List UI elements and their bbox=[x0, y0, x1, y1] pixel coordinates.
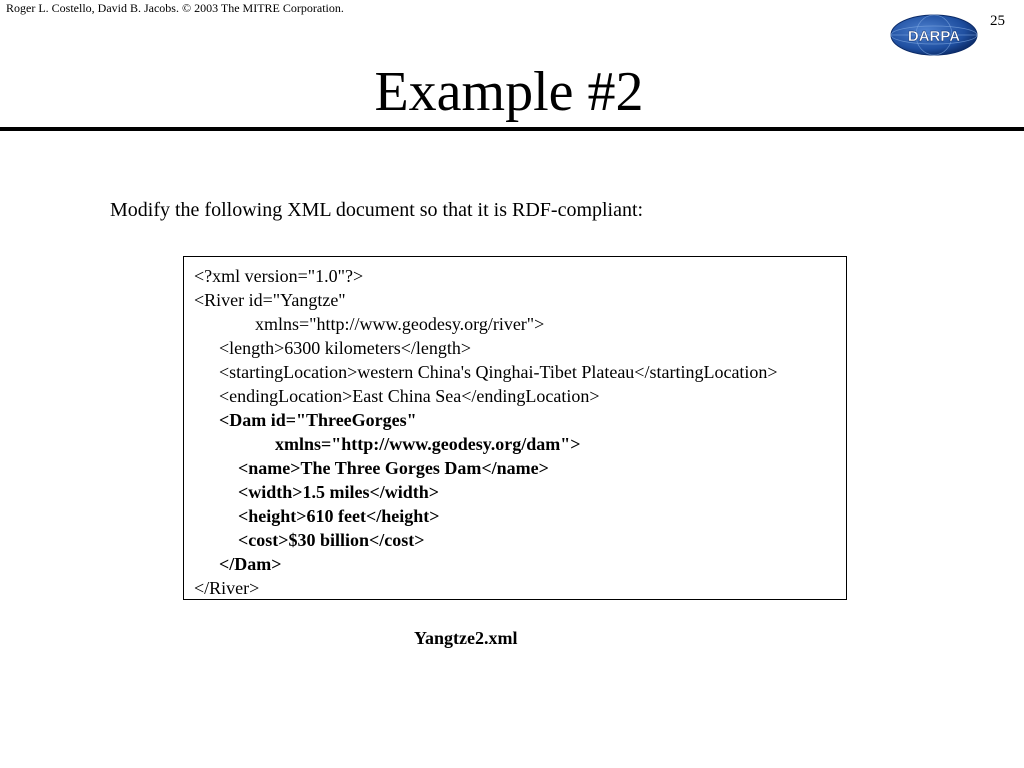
page-number: 25 bbox=[990, 13, 1005, 29]
code-line: <River id="Yangtze" bbox=[194, 290, 346, 310]
code-line: <length>6300 kilometers</length> bbox=[219, 338, 472, 358]
code-line: xmlns="http://www.geodesy.org/dam"> bbox=[275, 434, 581, 454]
code-line: <cost>$30 billion</cost> bbox=[238, 530, 425, 550]
code-line: <startingLocation>western China's Qinghai-Tibet Plateau</startingLocation> bbox=[219, 362, 778, 382]
code-line: <name>The Three Gorges Dam</name> bbox=[238, 458, 549, 478]
slide-title: Example #2 bbox=[374, 61, 644, 123]
code-line: <?xml version="1.0"?> bbox=[194, 266, 364, 286]
code-line: <Dam id="ThreeGorges" bbox=[219, 410, 417, 430]
title-divider bbox=[0, 127, 1024, 131]
instruction-text: Modify the following XML document so that it is RDF-compliant: bbox=[110, 199, 644, 221]
logo-text: DARPA bbox=[907, 28, 961, 45]
code-line: xmlns="http://www.geodesy.org/river"> bbox=[255, 314, 545, 334]
copyright-text: Roger L. Costello, David B. Jacobs. © 2003 The MITRE Corporation. bbox=[6, 1, 344, 15]
file-caption: Yangtze2.xml bbox=[414, 628, 518, 648]
darpa-logo bbox=[890, 14, 978, 56]
code-line: <height>610 feet</height> bbox=[238, 506, 440, 526]
xml-code-box bbox=[183, 256, 847, 600]
code-line: </River> bbox=[194, 578, 260, 598]
code-line: <endingLocation>East China Sea</endingLocation> bbox=[219, 386, 600, 406]
code-line: <width>1.5 miles</width> bbox=[238, 482, 440, 502]
code-line: </Dam> bbox=[219, 554, 282, 574]
